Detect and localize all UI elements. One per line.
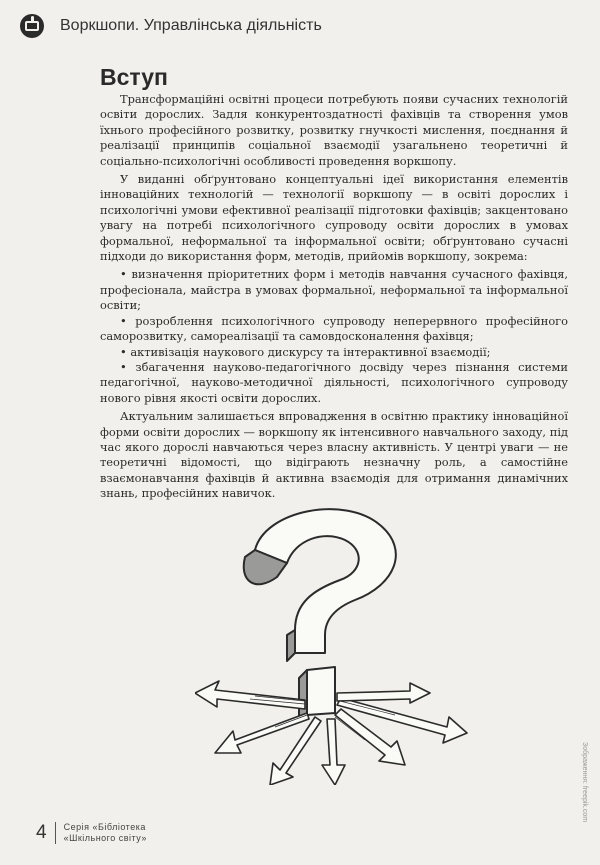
paragraph: Трансформаційні освітні процеси потребують появи сучасних технологій освіти дорослих. Задля конкурентоздатності фахівців та створення умов їхнього професійного розвитку, розвитку гнучкості мислення, поєднання й реалізації принципів соціальної взаємодії узагальнено теоретичні й соціально-психологічні особливості проведення воркшопу.	[100, 92, 568, 168]
section-heading: Вступ	[100, 64, 168, 90]
page-number: 4	[36, 822, 56, 844]
series-line: Серія «Бібліотека	[63, 822, 146, 832]
bullet-item: • розроблення психологічного супроводу неперервного професійного саморозвитку, самореалізації та самовдосконалення фахівця;	[100, 314, 568, 345]
paragraph: Актуальним залишається впровадження в освітню практику інноваційної форми освіти дорослих — воркшопу як інтенсивного навчального заходу, під час якого дорослі навчаються через власну активність. У центрі уваги — не теоретичні відомості, що відіграють незначну роль, а самостійне взаємонавчання фахівців й активна взаємодія для отримання динамічних знань, професійних навичок.	[100, 409, 568, 501]
bullet-item: • збагачення науково-педагогічного досвіду через пізнання системи педагогічної, науково-методичної діяльності, психологічного супроводу нового рівня якості освіти дорослих.	[100, 360, 568, 406]
apple-logo-icon	[20, 14, 44, 38]
intro-text	[100, 92, 568, 505]
bullet-item: • визначення пріоритетних форм і методів навчання сучасного фахівця, професіонала, майстра в умовах формальної, неформальної та інформальної освіти;	[100, 267, 568, 313]
series-line: «Шкільного світу»	[63, 833, 147, 843]
bullet-list	[100, 267, 568, 406]
page-header	[20, 10, 580, 42]
question-mark-illustration	[195, 495, 535, 785]
paragraph: У виданні обґрунтовано концептуальні ідеї використання елементів інноваційних технологій — технології воркшопу — в освіті дорослих і психологічні умови ефективної реалізації підготовки фахівців; закцентовано увагу на потребі психологічного супроводу освіти дорослих в умовах формальної, неформальної та інформальної освіти; обґрунтовано сучасні підходи до використання форм, методів, прийомів воркшопу, зокрема:	[100, 172, 568, 264]
header-title: Воркшопи. Управлінська діяльність	[60, 17, 322, 34]
bullet-item: • активізація наукового дискурсу та інтерактивної взаємодії;	[100, 345, 568, 360]
page-footer	[36, 822, 147, 844]
series-label	[56, 822, 147, 844]
image-credit: Зображення: freepik.com	[581, 742, 588, 823]
